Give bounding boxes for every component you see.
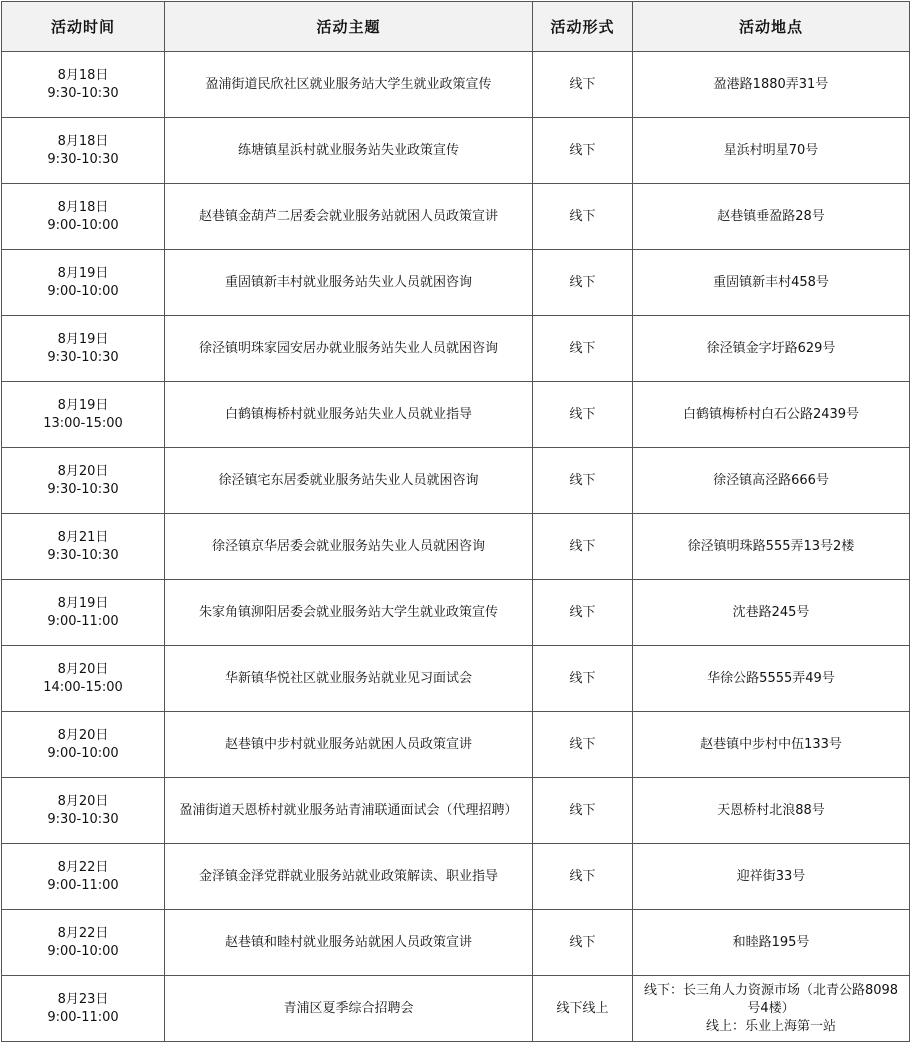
header-time: 活动时间 [2,2,165,52]
cell-topic: 徐泾镇京华居委会就业服务站失业人员就困咨询 [165,514,533,580]
activity-place-line: 赵巷镇中步村中伍133号 [700,736,842,752]
cell-place [633,316,910,382]
cell-topic: 徐泾镇宅东居委就业服务站失业人员就困咨询 [165,448,533,514]
activity-time: 9:30-10:30 [47,349,119,365]
header-format: 活动形式 [533,2,633,52]
cell-place [633,118,910,184]
cell-place [633,844,910,910]
cell-topic: 华新镇华悦社区就业服务站就业见习面试会 [165,646,533,712]
cell-format: 线下 [533,580,633,646]
activity-schedule-table [1,1,910,1042]
cell-place [633,778,910,844]
table-row [2,646,910,712]
activity-time: 9:00-10:00 [47,943,119,959]
activity-place-line: 迎祥街33号 [736,868,806,884]
activity-date: 8月18日 [57,199,109,215]
cell-topic: 青浦区夏季综合招聘会 [165,976,533,1042]
cell-topic: 赵巷镇和睦村就业服务站就困人员政策宣讲 [165,910,533,976]
activity-date: 8月22日 [57,859,109,875]
cell-format: 线下 [533,778,633,844]
activity-date: 8月20日 [57,661,109,677]
cell-topic: 赵巷镇金葫芦二居委会就业服务站就困人员政策宣讲 [165,184,533,250]
header-topic: 活动主题 [165,2,533,52]
cell-format: 线下 [533,250,633,316]
activity-time: 9:00-11:00 [47,877,119,893]
activity-time: 9:30-10:30 [47,85,119,101]
cell-time [2,580,165,646]
activity-place-line: 徐泾镇高泾路666号 [713,472,829,488]
cell-place [633,514,910,580]
activity-place-line: 白鹤镇梅桥村白石公路2439号 [682,406,860,422]
cell-time [2,184,165,250]
activity-time: 9:00-10:00 [47,283,119,299]
table-row [2,910,910,976]
activity-date: 8月19日 [57,265,109,281]
cell-topic: 朱家角镇泖阳居委会就业服务站大学生就业政策宣传 [165,580,533,646]
table-row [2,778,910,844]
activity-time: 9:00-10:00 [47,745,119,761]
table-row [2,52,910,118]
cell-time [2,712,165,778]
cell-place [633,52,910,118]
activity-time: 9:30-10:30 [47,151,119,167]
cell-format: 线下 [533,712,633,778]
activity-time: 9:00-10:00 [47,217,119,233]
activity-date: 8月22日 [57,925,109,941]
cell-place [633,910,910,976]
activity-date: 8月19日 [57,397,109,413]
activity-time: 9:30-10:30 [47,547,119,563]
activity-time: 9:30-10:30 [47,481,119,497]
cell-time [2,118,165,184]
cell-format: 线下 [533,316,633,382]
cell-time [2,910,165,976]
activity-place-line: 徐泾镇明珠路555弄13号2楼 [687,538,855,554]
table-row [2,448,910,514]
activity-place-line: 盈港路1880弄31号 [713,76,829,92]
cell-time [2,976,165,1042]
table-row [2,184,910,250]
cell-time [2,250,165,316]
activity-time: 13:00-15:00 [43,415,123,431]
cell-format: 线下 [533,646,633,712]
cell-place [633,250,910,316]
activity-date: 8月21日 [57,529,109,545]
activity-date: 8月19日 [57,595,109,611]
activity-date: 8月18日 [57,67,109,83]
activity-place-line: 和睦路195号 [732,934,810,950]
cell-topic: 盈浦街道民欣社区就业服务站大学生就业政策宣传 [165,52,533,118]
cell-place [633,712,910,778]
cell-format: 线下 [533,844,633,910]
activity-place-line: 线下：长三角人力资源市场（北青公路8098号4楼） [643,982,899,1016]
cell-format: 线下 [533,910,633,976]
cell-place [633,448,910,514]
activity-date: 8月19日 [57,331,109,347]
cell-format: 线下 [533,118,633,184]
cell-place [633,976,910,1042]
cell-topic: 重固镇新丰村就业服务站失业人员就困咨询 [165,250,533,316]
header-row [2,2,910,52]
cell-format: 线下 [533,184,633,250]
cell-format: 线下 [533,52,633,118]
table-header [2,2,910,52]
cell-time [2,316,165,382]
activity-place-line: 星浜村明星70号 [723,142,819,158]
cell-format: 线下 [533,382,633,448]
activity-date: 8月18日 [57,133,109,149]
cell-place [633,580,910,646]
activity-time: 9:00-11:00 [47,613,119,629]
table-row [2,118,910,184]
cell-format: 线下 [533,514,633,580]
cell-time [2,844,165,910]
activity-time: 9:30-10:30 [47,811,119,827]
cell-format: 线下 [533,448,633,514]
header-place: 活动地点 [633,2,910,52]
table-row [2,976,910,1042]
activity-date: 8月20日 [57,793,109,809]
table-row [2,250,910,316]
table-row [2,580,910,646]
activity-time: 14:00-15:00 [43,679,123,695]
cell-format: 线下线上 [533,976,633,1042]
table-row [2,316,910,382]
activity-place-line: 沈巷路245号 [732,604,810,620]
activity-time: 9:00-11:00 [47,1009,119,1025]
activity-date: 8月23日 [57,991,109,1007]
cell-time [2,646,165,712]
activity-date: 8月20日 [57,727,109,743]
activity-date: 8月20日 [57,463,109,479]
cell-topic: 赵巷镇中步村就业服务站就困人员政策宣讲 [165,712,533,778]
table-body [2,52,910,1042]
cell-place [633,382,910,448]
cell-topic: 盈浦街道天恩桥村就业服务站青浦联通面试会（代理招聘） [165,778,533,844]
cell-time [2,778,165,844]
cell-place [633,184,910,250]
activity-place-line: 重固镇新丰村458号 [713,274,829,290]
table-row [2,844,910,910]
cell-time [2,52,165,118]
cell-time [2,514,165,580]
table-row [2,514,910,580]
cell-topic: 金泽镇金泽党群就业服务站就业政策解读、职业指导 [165,844,533,910]
activity-place-line: 华徐公路5555弄49号 [707,670,835,686]
cell-time [2,448,165,514]
table-row [2,712,910,778]
cell-topic: 徐泾镇明珠家园安居办就业服务站失业人员就困咨询 [165,316,533,382]
cell-time [2,382,165,448]
activity-place-line: 线上：乐业上海第一站 [705,1018,836,1034]
activity-place-line: 天恩桥村北浪88号 [717,802,825,818]
activity-place-line: 徐泾镇金字圩路629号 [706,340,836,356]
table-row [2,382,910,448]
cell-topic: 白鹤镇梅桥村就业服务站失业人员就业指导 [165,382,533,448]
activity-place-line: 赵巷镇垂盈路28号 [717,208,825,224]
cell-place [633,646,910,712]
cell-topic: 练塘镇星浜村就业服务站失业政策宣传 [165,118,533,184]
